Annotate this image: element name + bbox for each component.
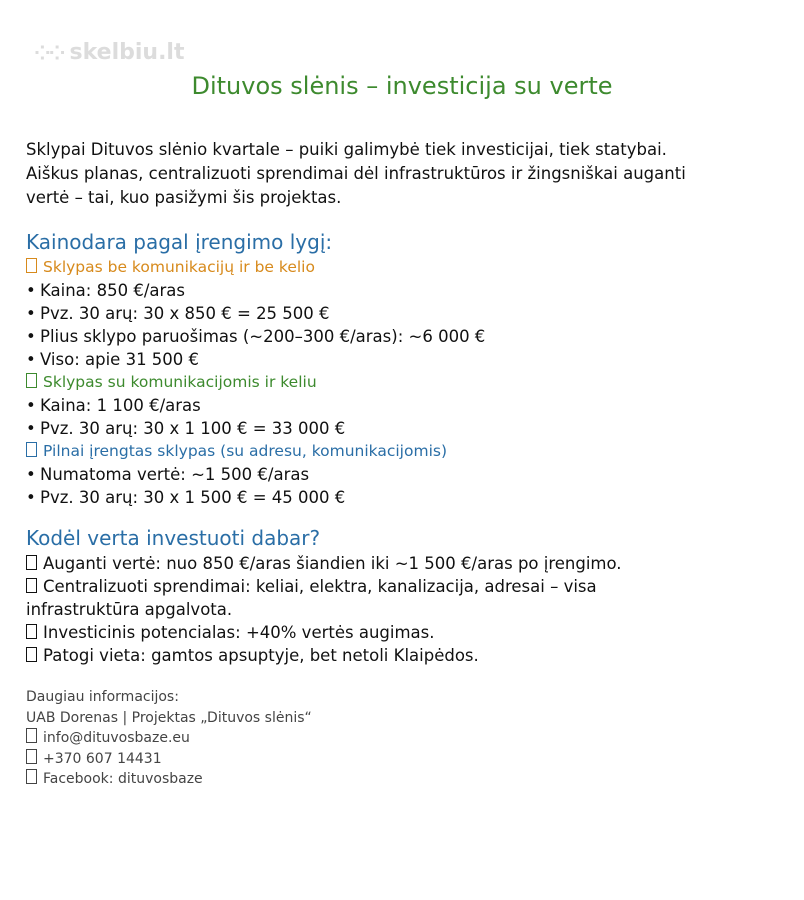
pricing-group-3-label: Pilnai įrengtas sklypas (su adresu, komunikacijomis) — [26, 440, 796, 463]
pricing-group-2-label: Sklypas su komunikacijomis ir keliu — [26, 371, 796, 394]
watermark-text: skelbiu.lt — [69, 40, 185, 65]
list-item: • Pvz. 30 arų: 30 x 1 100 € = 33 000 € — [26, 419, 346, 438]
pricing-heading: Kainodara pagal įrengimo lygį: — [26, 230, 333, 254]
placeholder-box-icon — [26, 442, 37, 457]
pricing-group-1-label: Sklypas be komunikacijų ir be kelio — [26, 256, 796, 279]
intro-line: vertė – tai, kuo pasižymi šis projektas. — [26, 188, 342, 207]
list-item: • Numatoma vertė: ~1 500 €/aras — [26, 465, 310, 484]
contact-section — [26, 687, 312, 790]
list-item: • Kaina: 850 €/aras — [26, 281, 185, 300]
placeholder-box-icon — [26, 624, 37, 639]
reason-item: Auganti vertė: nuo 850 €/aras šiandien iki ~1 500 €/aras po įrengimo. — [26, 552, 796, 575]
email-icon — [26, 728, 37, 743]
list-item: • Pvz. 30 arų: 30 x 850 € = 25 500 € — [26, 304, 330, 323]
reasons-section — [26, 524, 796, 667]
intro-paragraph — [26, 138, 786, 210]
reason-item: Centralizuoti sprendimai: keliai, elektra, kanalizacija, adresai – visa — [26, 575, 796, 598]
list-item: • Viso: apie 31 500 € — [26, 350, 200, 369]
phone-icon — [26, 749, 37, 764]
reasons-heading: Kodėl verta investuoti dabar? — [26, 526, 321, 550]
reason-item-continuation: infrastruktūra apgalvota. — [26, 600, 233, 619]
contact-email: info@dituvosbaze.eu — [26, 728, 312, 749]
placeholder-box-icon — [26, 555, 37, 570]
placeholder-box-icon — [26, 647, 37, 662]
list-item: • Kaina: 1 100 €/aras — [26, 396, 201, 415]
contact-company: UAB Dorenas | Projektas „Dituvos slėnis“ — [26, 709, 312, 726]
page-title: Dituvos slėnis – investicija su verte — [191, 72, 613, 100]
facebook-icon — [26, 769, 37, 784]
list-item: • Plius sklypo paruošimas (~200–300 €/aras): ~6 000 € — [26, 327, 486, 346]
contact-phone: +370 607 14431 — [26, 749, 312, 770]
contact-facebook: Facebook: dituvosbaze — [26, 769, 312, 790]
contact-heading: Daugiau informacijos: — [26, 689, 179, 705]
placeholder-box-icon — [26, 258, 37, 273]
intro-line: Sklypai Dituvos slėnio kvartale – puiki galimybė tiek investicijai, tiek statybai. — [26, 140, 667, 159]
placeholder-box-icon — [26, 578, 37, 593]
pricing-section — [26, 228, 796, 509]
reason-item: Investicinis potencialas: +40% vertės augimas. — [26, 621, 796, 644]
list-item: • Pvz. 30 arų: 30 x 1 500 € = 45 000 € — [26, 488, 346, 507]
placeholder-box-icon — [26, 373, 37, 388]
dots-icon: ⁘⁘ — [34, 40, 64, 65]
intro-line: Aiškus planas, centralizuoti sprendimai dėl infrastruktūros ir žingsniškai auganti — [26, 164, 686, 183]
reason-item: Patogi vieta: gamtos apsuptyje, bet netoli Klaipėdos. — [26, 644, 796, 667]
watermark — [34, 40, 184, 65]
